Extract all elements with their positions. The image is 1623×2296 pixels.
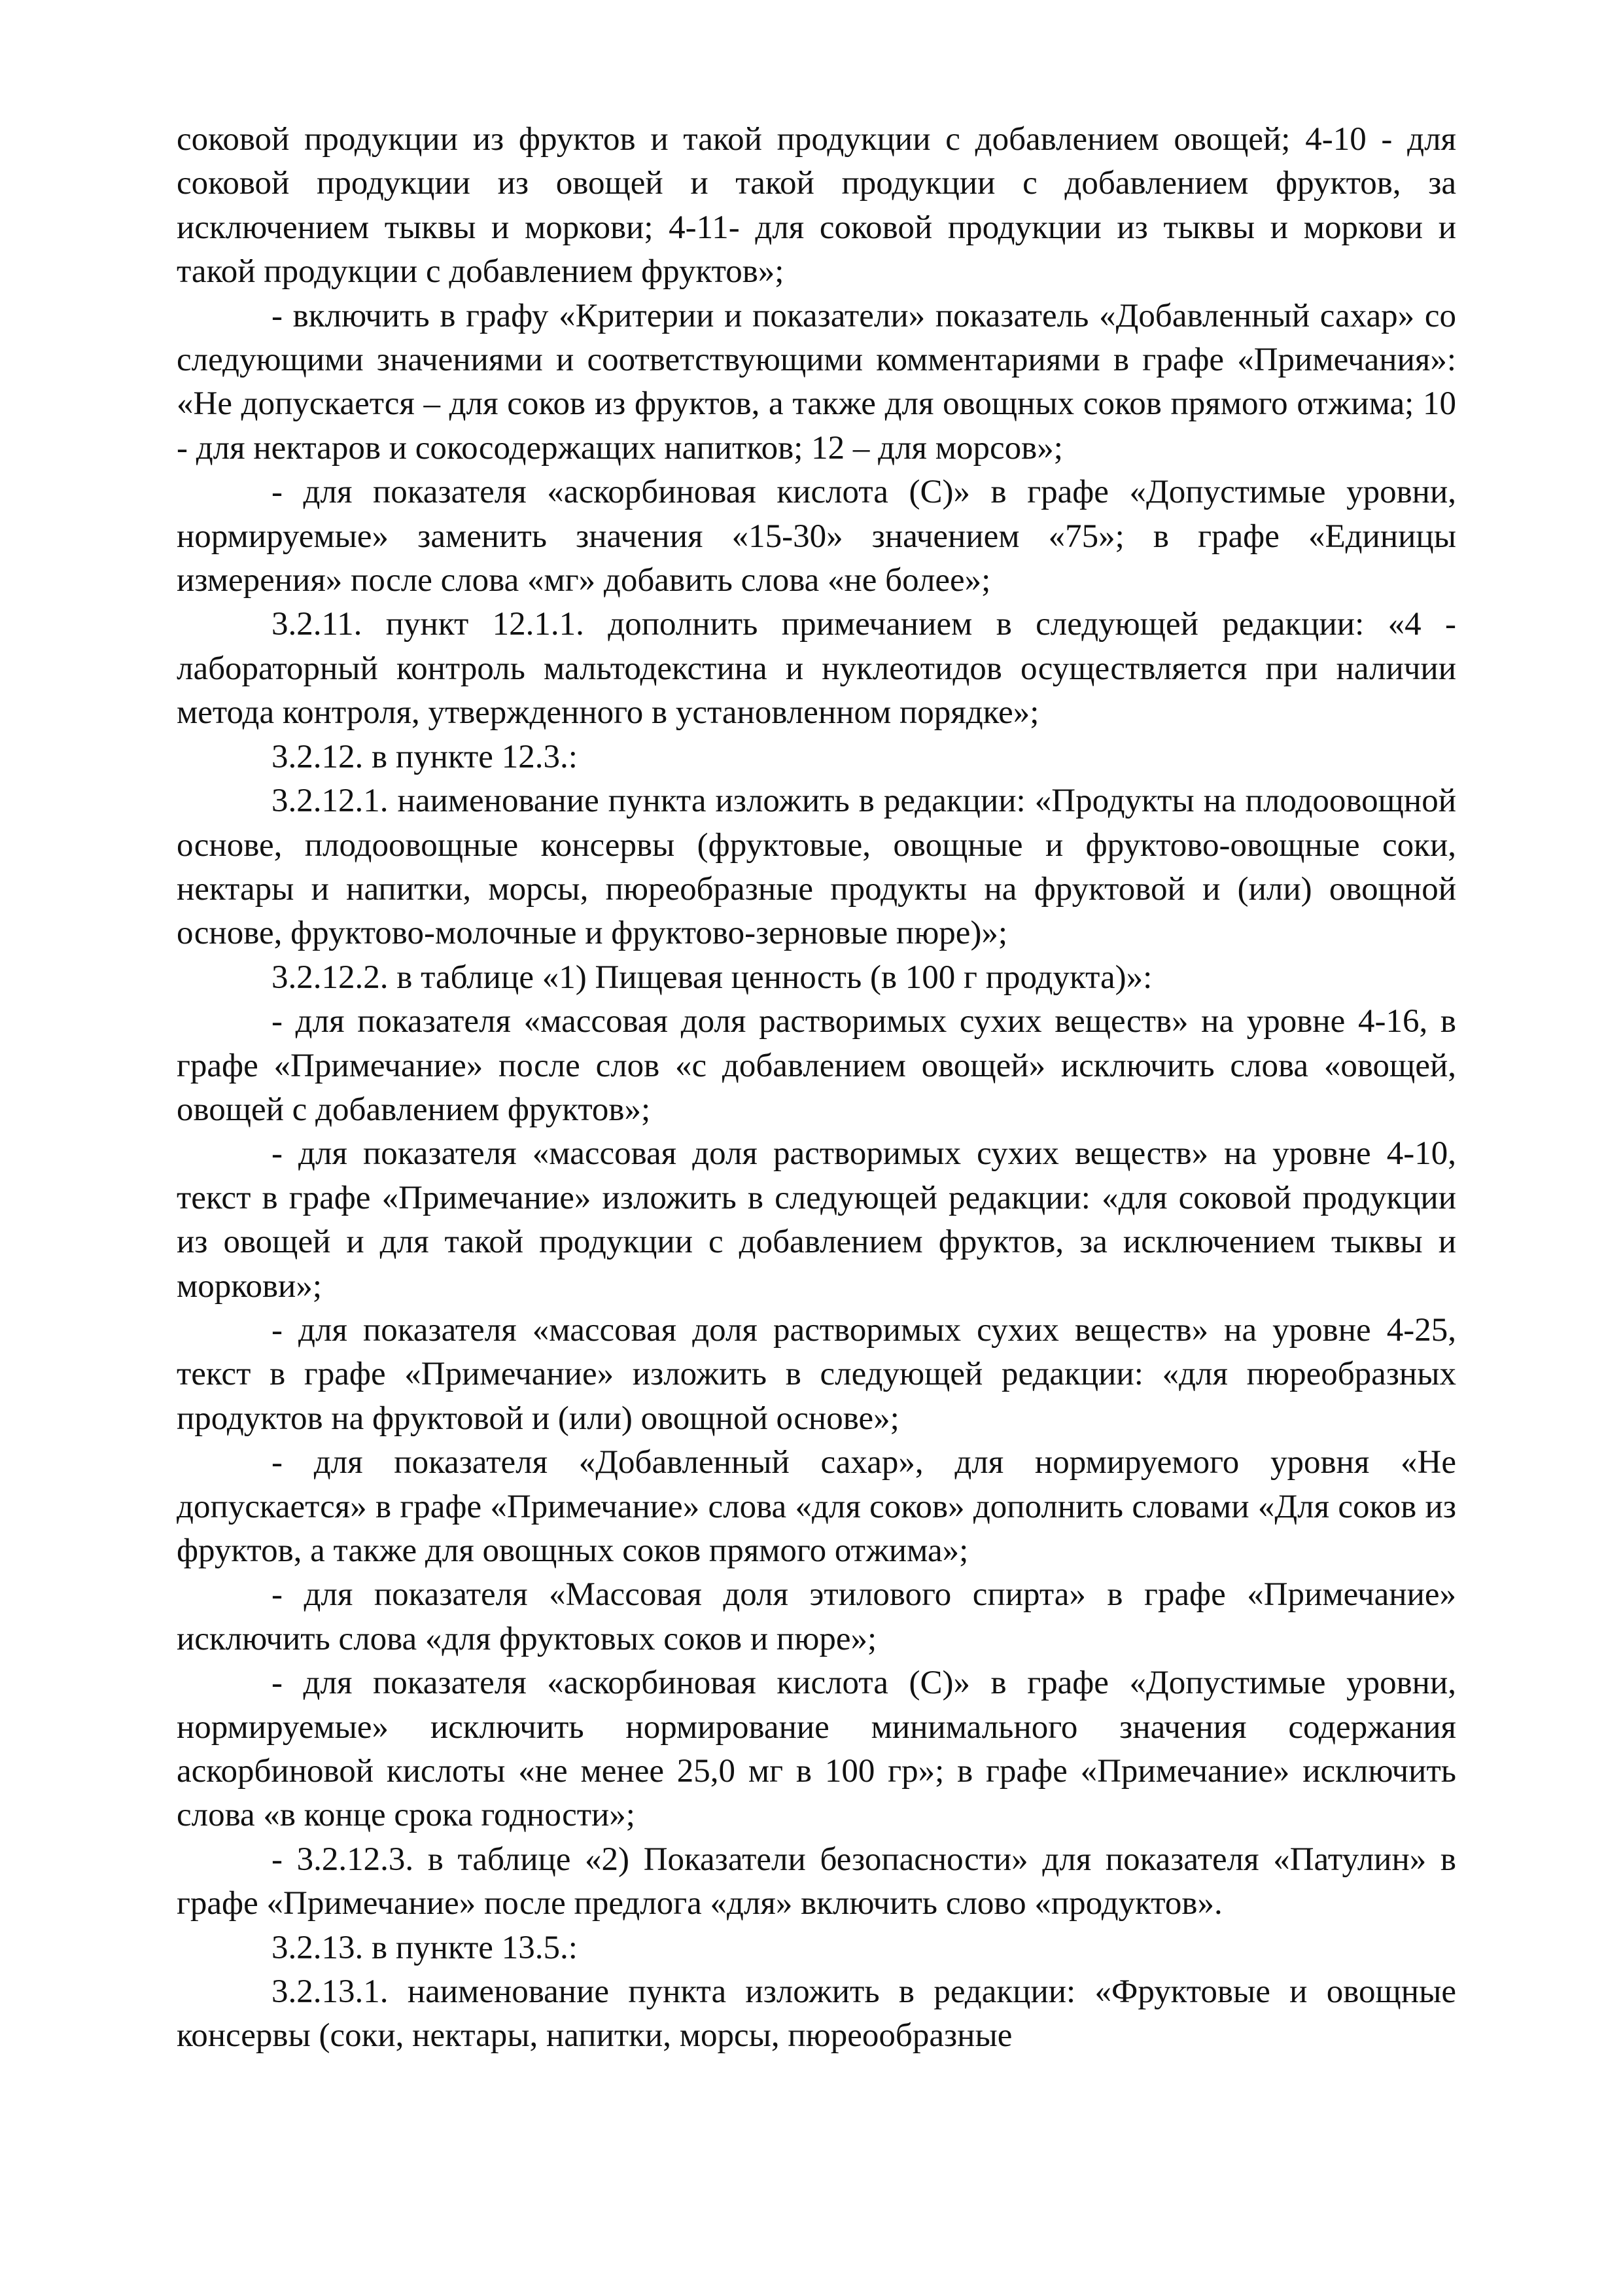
paragraph: - для показателя «Массовая доля этилового спирта» в графе «Примечание» исключить слова «для фруктовых соков и пюре»; [177, 1576, 1456, 1657]
document-page [177, 118, 1456, 2058]
paragraph: соковой продукции из фруктов и такой продукции с добавлением овощей; 4-10 - для соковой продукции из овощей и такой продукции с добавлением фруктов, за исключением тыквы и моркови; 4-11- для соковой продукции из тыквы и моркови и такой продукции с добавлением фруктов»; [177, 121, 1456, 291]
paragraph: - для показателя «массовая доля растворимых сухих веществ» на уровне 4-16, в графе «Примечание» после слов «с добавлением овощей» исключить слова «овощей, овощей с добавлением фруктов»; [177, 1003, 1456, 1128]
paragraph: 3.2.13.1. наименование пункта изложить в редакции: «Фруктовые и овощные консервы (соки, нектары, напитки, морсы, пюреообразные [177, 1973, 1456, 2055]
paragraph: 3.2.12.2. в таблице «1) Пищевая ценность (в 100 г продукта)»: [271, 959, 1153, 996]
paragraph: - для показателя «аскорбиновая кислота (С)» в графе «Допустимые уровни, нормируемые» исключить нормирование минимального значения содержания аскорбиновой кислоты «не менее 25,0 мг в 100 гр»; в графе «Примечание» исключить слова «в конце срока годности»; [177, 1665, 1456, 1834]
paragraph: 3.2.12. в пункте 12.3.: [271, 738, 578, 775]
paragraph: - 3.2.12.3. в таблице «2) Показатели безопасности» для показателя «Патулин» в графе «Примечание» после предлога «для» включить слово «продуктов». [177, 1841, 1456, 1922]
paragraph: 3.2.12.1. наименование пункта изложить в редакции: «Продукты на плодоовощной основе, плодоовощные консервы (фруктовые, овощные и фруктово-овощные соки, нектары и напитки, морсы, пюреобразные продукты на фруктовой и (или) овощной основе, фруктово-молочные и фруктово-зерновые пюре)»; [177, 783, 1456, 952]
paragraph: - для показателя «массовая доля растворимых сухих веществ» на уровне 4-10, текст в графе «Примечание» изложить в следующей редакции: «для соковой продукции из овощей и для такой продукции с добавлением фруктов, за исключением тыквы и моркови»; [177, 1135, 1456, 1305]
paragraph: - для показателя «аскорбиновая кислота (С)» в графе «Допустимые уровни, нормируемые» заменить значения «15-30» значением «75»; в графе «Единицы измерения» после слова «мг» добавить слова «не более»; [177, 474, 1456, 599]
paragraph: - для показателя «Добавленный сахар», для нормируемого уровня «Не допускается» в графе «Примечание» слова «для соков» дополнить словами «Для соков из фруктов, а также для овощных соков прямого отжима»; [177, 1444, 1456, 1569]
paragraph: 3.2.13. в пункте 13.5.: [271, 1929, 578, 1966]
paragraph: - включить в графу «Критерии и показатели» показатель «Добавленный сахар» со следующими значениями и соответствующими комментариями в графе «Примечания»: «Не допускается – для соков из фруктов, а также для овощных соков прямого отжима; 10 - для нектаров и сокосодержащих напитков; 12 – для морсов»; [177, 297, 1456, 467]
paragraph: - для показателя «массовая доля растворимых сухих веществ» на уровне 4-25, текст в графе «Примечание» изложить в следующей редакции: «для пюреобразных продуктов на фруктовой и (или) овощной основе»; [177, 1311, 1456, 1437]
paragraph: 3.2.11. пункт 12.1.1. дополнить примечанием в следующей редакции: «4 - лабораторный контроль мальтодекстина и нуклеотидов осуществляется при наличии метода контроля, утвержденного в установленном порядке»; [177, 606, 1456, 732]
